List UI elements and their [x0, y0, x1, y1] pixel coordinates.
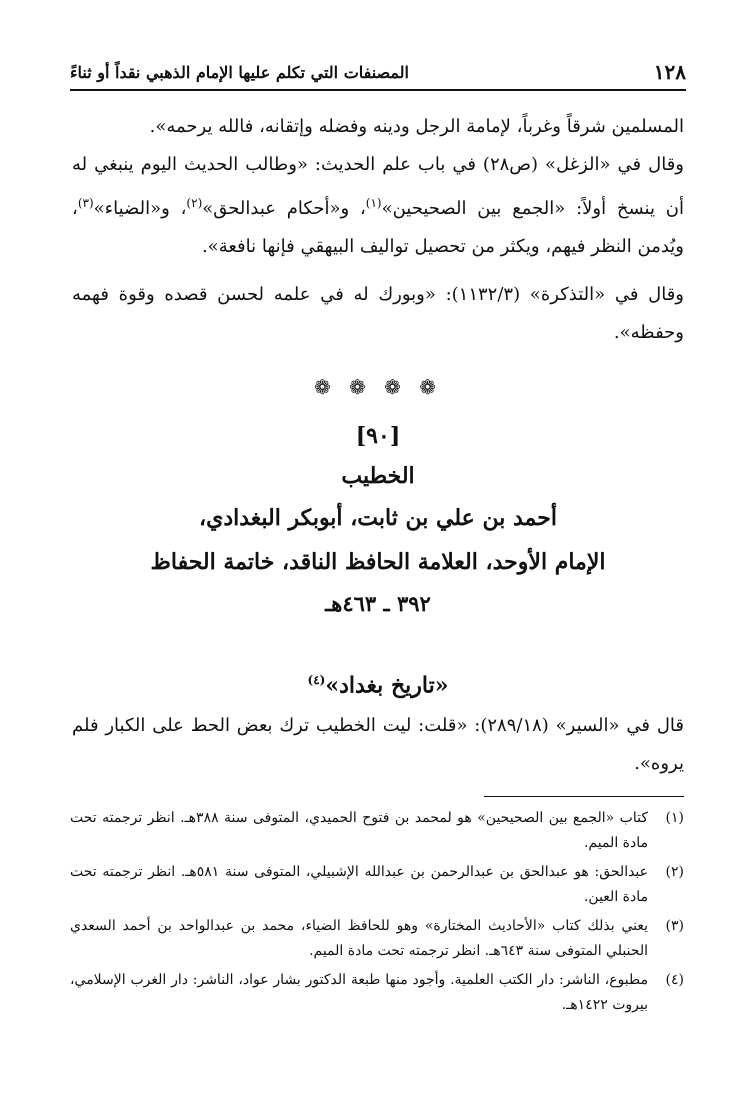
- book-quote: قال في «السير» (٢٨٩/١٨): «قلت: ليت الخطيب ترك بعض الحط على الكبار فلم يروه».: [72, 715, 684, 775]
- footnote-text: يعني بذلك كتاب «الأحاديث المختارة» وهو للحافظ الضياء، محمد بن عبدالواحد بن أحمد السعدي الحنبلي المتوفى سنة ٦٤٣هـ. انظر ترجمته تحت مادة الميم.: [70, 918, 648, 959]
- paragraph-3: وقال في «التذكرة» (١١٣٢/٣): «وبورك له في علمه لحسن قصده وقوة فهمه وحفظه».: [72, 284, 684, 343]
- footnote-ref-1[interactable]: (١): [365, 196, 382, 210]
- paragraph-1: المسلمين شرقاً وغرباً، لإمامة الرجل ودينه وفضله وإتقانه، فالله يرحمه».: [149, 116, 684, 137]
- footnote-ref-3[interactable]: (٣): [77, 196, 94, 210]
- footnote-number: (٣): [665, 918, 684, 934]
- entry-number: [٩٠]: [355, 423, 401, 449]
- section-separator: ❁ ❁ ❁ ❁: [313, 375, 443, 399]
- footnote-item: [70, 914, 684, 964]
- entry-titles: الإمام الأوحد، العلامة الحافظ الناقد، خاتمة الحفاظ: [150, 549, 606, 575]
- paragraph-2-part-a: وقال في «الزغل» (ص٢٨) في باب علم الحديث: «وطالب الحديث اليوم ينبغي له أن ينسخ أولاً: «الجمع بين الصحيحين»: [72, 154, 684, 219]
- page-header: [70, 55, 686, 91]
- entry-years: ٣٩٢ ـ ٤٦٣هـ: [325, 591, 431, 616]
- book-title-text: «تاريخ بغداد»: [325, 672, 449, 699]
- paragraph-2-part-b: ، و«أحكام عبدالحق»: [202, 198, 366, 219]
- footnote-divider: [484, 796, 684, 797]
- footnote-item: [70, 860, 684, 910]
- footnote-text: كتاب «الجمع بين الصحيحين» هو لمحمد بن فتوح الحميدي، المتوفى سنة ٣٨٨هـ. انظر ترجمته تحت مادة الميم.: [70, 810, 649, 851]
- footnotes: [70, 806, 684, 1022]
- paragraph-2-part-c: ، و«الضياء»: [93, 198, 187, 219]
- footnote-number: (٤): [665, 972, 684, 988]
- footnote-text: مطبوع، الناشر: دار الكتب العلمية. وأجود منها طبعة الدكتور بشار عواد، الناشر: دار الغرب الإسلامي، بيروت ١٤٢٢هـ.: [70, 972, 648, 1013]
- entry-full-name: أحمد بن علي بن ثابت، أبوبكر البغدادي،: [199, 505, 557, 531]
- paragraph-2: [72, 146, 684, 266]
- footnote-text: عبدالحق: هو عبدالحق بن عبدالرحمن بن عبدالله الإشبيلي، المتوفى سنة ٥٨١هـ. انظر ترجمته تحت مادة العين.: [70, 864, 649, 905]
- entry-name: الخطيب: [341, 463, 415, 489]
- footnote-ref-4[interactable]: (٤): [307, 673, 326, 687]
- book-title: [72, 660, 684, 705]
- footnote-item: [70, 968, 684, 1018]
- footnote-item: [70, 806, 684, 856]
- running-title: المصنفات التي تكلم عليها الإمام الذهبي نقداً أو ثناءً: [70, 62, 409, 82]
- paragraph-2-part-d: ، ويُدمن النظر فيهم، ويكثر من تحصيل تواليف البيهقي فإنها نافعة».: [72, 198, 684, 257]
- footnote-number: (٢): [665, 864, 684, 880]
- main-text: [72, 108, 684, 783]
- page-number: ١٢٨: [653, 60, 686, 84]
- footnote-number: (١): [665, 810, 684, 826]
- footnote-ref-2[interactable]: (٢): [186, 196, 203, 210]
